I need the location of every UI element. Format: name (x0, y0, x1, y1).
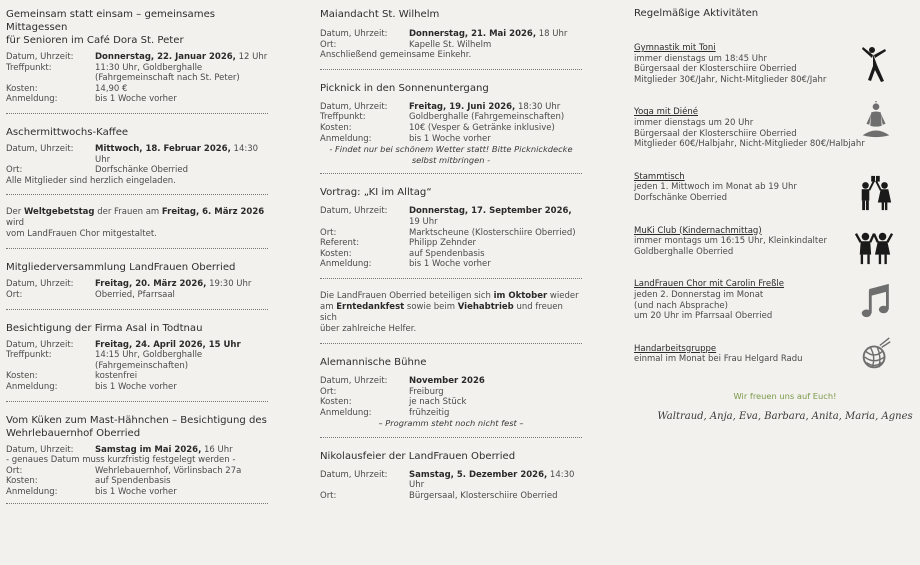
label: Kosten: (6, 83, 38, 94)
registration: bis 1 Woche vorher (409, 133, 491, 144)
label: Referent: (320, 238, 360, 249)
event-title: Aschermittwochs-Kaffee (6, 126, 129, 138)
meeting-point-cont: (Fahrgemeinschaften) (95, 360, 189, 371)
event-picknick (320, 82, 582, 166)
gymnastics-icon (860, 41, 892, 85)
label: Kosten: (320, 248, 352, 259)
children-icon (854, 228, 894, 266)
divider (320, 278, 582, 279)
label: Ort: (6, 165, 23, 176)
label: Ort: (320, 491, 337, 502)
label: Datum, Uhrzeit: (320, 29, 388, 39)
date-value: Mittwoch, 18. Februar 2026, 14:30 Uhr (95, 143, 259, 165)
event-title-cont: für Senioren im Café Dora St. Peter (6, 35, 184, 46)
column-left (6, 0, 268, 516)
event-title: Vom Küken zum Mast-Hähnchen – Besichtigung des (6, 414, 267, 426)
label: Datum, Uhrzeit: (6, 279, 74, 290)
team-names: Waltraud, Anja, Eva, Barbara, Anita, Maria, Agnes (657, 410, 913, 422)
divider (6, 309, 268, 310)
label: Datum, Uhrzeit: (320, 375, 388, 386)
event-title: Nikolausfeier der LandFrauen Oberried (320, 450, 516, 462)
music-note-icon (860, 281, 892, 319)
meeting-point: 14:15 Uhr, Goldberghalle (95, 350, 203, 361)
weltgebetstag-paragraph: Der Weltgebetstag der Frauen am Freitag, 6. März 2026 wird vom LandFrauen Chor mitgestaltet. (6, 207, 265, 240)
oktober-paragraph: Die LandFrauen Oberried beteiligen sich im Oktober wieder am Erntedankfest sowie beim Viehabtrieb und freuen sich über zahlreiche Helfer. (320, 290, 579, 334)
label: Anmeldung: (320, 407, 372, 418)
date-value: Freitag, 24. April 2026, 15 Uhr (95, 339, 241, 350)
cost: 14,90 € (95, 83, 128, 94)
divider (320, 437, 582, 438)
label: Anmeldung: (6, 486, 58, 497)
label: Treffpunkt: (6, 350, 52, 361)
location: Marktscheune (Klosterschiire Oberried) (409, 227, 576, 238)
label: Datum, Uhrzeit: (6, 339, 74, 350)
divider (320, 173, 582, 174)
activity-stammtisch (634, 172, 916, 204)
activity-line: jeden 1. Mittwoch im Monat ab 19 Uhr (634, 182, 797, 193)
activity-line: einmal im Monat bei Frau Helgard Radu (634, 354, 803, 365)
label: Treffpunkt: (320, 112, 366, 123)
activity-chor (634, 279, 916, 321)
event-buehne (320, 356, 582, 429)
event-note: Alle Mitglieder sind herzlich eingeladen. (6, 175, 176, 186)
location: Bürgersaal, Klosterschiire Oberried (409, 491, 558, 502)
activity-line: Bürgersaal der Klosterschiire Oberried (634, 128, 797, 139)
date-value: Donnerstag, 17. September 2026, 19 Uhr (409, 206, 572, 227)
meeting-point: Goldberghalle (Fahrgemeinschaften) (409, 112, 565, 123)
location: Oberried, Pfarrsaal (95, 289, 175, 300)
label: Datum, Uhrzeit: (6, 143, 74, 154)
label: Anmeldung: (320, 133, 372, 144)
divider (6, 503, 268, 504)
activity-name: Stammtisch (634, 171, 685, 182)
event-title: Gemeinsam statt einsam – gemeinsames Mittagessen (6, 9, 216, 33)
label: Datum, Uhrzeit: (320, 206, 388, 217)
event-nikolausfeier (320, 450, 582, 502)
activity-muki (634, 226, 916, 258)
event-title: Mitgliederversammlung LandFrauen Oberried (6, 262, 236, 274)
meeting-point-cont: (Fahrgemeinschaft nach St. Peter) (95, 73, 240, 84)
activity-yoga (634, 107, 916, 149)
label: Anmeldung: (6, 381, 58, 392)
label: Anmeldung: (6, 94, 58, 105)
thanks-text: Wir freuen uns auf Euch! (733, 390, 837, 401)
label: Kosten: (320, 122, 352, 133)
date-value: Samstag, 5. Dezember 2026, 14:30 Uhr (409, 469, 575, 491)
activity-gymnastik (634, 43, 916, 85)
activity-line: um 20 Uhr im Pfarrsaal Oberried (634, 311, 773, 322)
label: Kosten: (6, 371, 38, 382)
event-asal (6, 322, 268, 393)
activity-line: jeden 2. Donnerstag im Monat (634, 289, 764, 300)
column-right (634, 0, 916, 422)
divider (6, 113, 268, 114)
registration: bis 1 Woche vorher (95, 94, 177, 105)
location: Freiburg (409, 386, 444, 397)
event-title: Maiandacht St. Wilhelm (320, 9, 440, 20)
label: Datum, Uhrzeit: (320, 469, 388, 480)
registration: bis 1 Woche vorher (409, 259, 491, 270)
activity-line: Goldberghalle Oberried (634, 246, 734, 257)
activity-line: immer dienstags um 20 Uhr (634, 117, 754, 128)
cost: kostenfrei (95, 371, 138, 382)
divider (6, 401, 268, 402)
divider (320, 69, 582, 70)
location: Dorfschänke Oberried (95, 165, 189, 176)
date-value: Freitag, 19. Juni 2026, 18:30 Uhr (409, 101, 561, 112)
event-aschermittwoch (6, 126, 268, 186)
divider (320, 343, 582, 344)
activity-handarbeit (634, 344, 916, 365)
label: Ort: (320, 227, 337, 238)
cost: je nach Stück (409, 397, 467, 408)
weather-note-cont: selbst mitbringen - (411, 154, 491, 165)
label: Datum, Uhrzeit: (6, 52, 74, 62)
label: Kosten: (6, 476, 38, 487)
location: Kapelle St. Wilhelm (409, 39, 492, 50)
speaker: Philipp Zehnder (409, 238, 477, 249)
event-title: Alemannische Bühne (320, 356, 427, 368)
activity-line: immer montags um 16:15 Uhr, Kleinkindalter (634, 236, 827, 247)
cost: auf Spendenbasis (95, 476, 171, 487)
activity-name: Yoga mit Diéné (634, 107, 698, 118)
event-mitgliederversammlung (6, 261, 268, 300)
registration: bis 1 Woche vorher (95, 486, 177, 497)
section-title: Regelmäßige Aktivitäten (634, 8, 759, 19)
event-title: Besichtigung der Firma Asal in Todtnau (6, 322, 203, 334)
activity-name: Handarbeitsgruppe (634, 343, 717, 354)
label: Ort: (6, 465, 23, 476)
registration: bis 1 Woche vorher (95, 381, 177, 392)
label: Treffpunkt: (6, 62, 52, 73)
activity-line: Dorfschänke Oberried (634, 192, 728, 203)
activity-name: MuKi Club (Kindernachmittag) (634, 225, 762, 236)
cost: auf Spendenbasis (409, 248, 485, 259)
label: Ort: (6, 289, 23, 300)
registration: frühzeitig (409, 407, 450, 418)
yarn-ball-icon (860, 336, 892, 374)
divider (6, 194, 268, 195)
label: Ort: (320, 39, 337, 50)
weather-note: - Findet nur bei schönem Wetter statt! Bitte Picknickdecke (329, 144, 573, 155)
event-mittagessen (6, 8, 268, 105)
programme-note: – Programm steht noch nicht fest – (378, 418, 524, 429)
label: Datum, Uhrzeit: (320, 101, 388, 112)
event-maiandacht (320, 8, 582, 61)
yoga-icon (860, 101, 892, 139)
cost: 10€ (Vesper & Getränke inklusive) (409, 122, 555, 133)
meeting-point: 11:30 Uhr, Goldberghalle (95, 62, 203, 73)
label: Datum, Uhrzeit: (6, 444, 74, 455)
location: Wehrlebauernhof, Vörlinsbach 27a (95, 465, 242, 476)
date-value: Donnerstag, 22. Januar 2026, 12 Uhr (95, 52, 268, 62)
activity-line: Mitglieder 30€/Jahr, Nicht-Mitglieder 80€/Jahr (634, 74, 827, 85)
event-title-cont: Wehrlebauernhof Oberried (6, 427, 141, 439)
toast-icon (854, 174, 896, 212)
date-value: Donnerstag, 21. Mai 2026, 18 Uhr (409, 29, 568, 39)
activity-name: LandFrauen Chor mit Carolin Freßle (634, 279, 785, 290)
event-vortrag (320, 186, 582, 270)
activity-line: Bürgersaal der Klosterschiire Oberried (634, 64, 797, 75)
label: Kosten: (320, 397, 352, 408)
event-note: - genaues Datum muss kurzfristig festgelegt werden - (6, 455, 236, 466)
activity-name: Gymnastik mit Toni (634, 43, 716, 53)
activity-line: (und nach Absprache) (634, 300, 728, 311)
date-value: Freitag, 20. März 2026, 19:30 Uhr (95, 279, 252, 290)
date-value: November 2026 (409, 375, 485, 386)
activity-line: immer dienstags um 18:45 Uhr (634, 53, 767, 64)
divider (6, 248, 268, 249)
activity-line: Mitglieder 60€/Halbjahr, Nicht-Mitglieder 80€/Halbjahr (634, 139, 865, 150)
label: Anmeldung: (320, 259, 372, 270)
event-title: Picknick in den Sonnenuntergang (320, 82, 489, 94)
label: Ort: (320, 386, 337, 397)
event-kueken (6, 414, 268, 498)
column-middle (320, 0, 582, 502)
event-note: Anschließend gemeinsame Einkehr. (320, 50, 472, 61)
event-title: Vortrag: „KI im Alltag“ (320, 187, 432, 199)
date-value: Samstag im Mai 2026, 16 Uhr (95, 444, 233, 455)
